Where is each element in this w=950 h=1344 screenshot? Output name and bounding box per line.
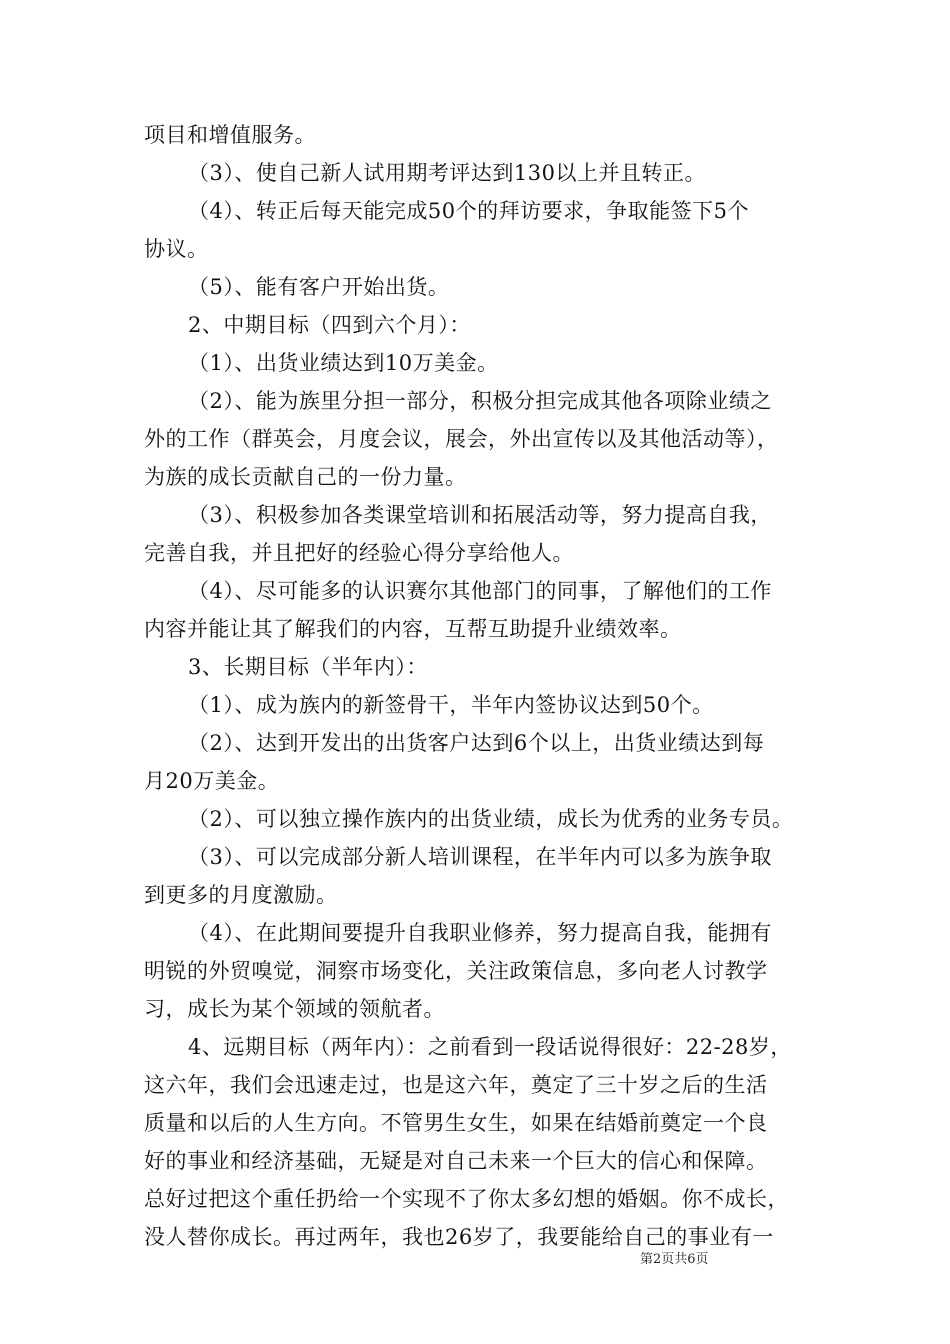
text-line: （1）、成为族内的新签骨干，半年内签协议达到50个。: [188, 693, 714, 717]
text-line: （4）、在此期间要提升自我职业修养，努力提高自我，能拥有: [188, 921, 772, 945]
text-line: 好的事业和经济基础，无疑是对自己未来一个巨大的信心和保障。: [144, 1149, 768, 1173]
text-line: 没人替你成长。再过两年，我也26岁了，我要能给自己的事业有一: [144, 1225, 774, 1249]
text-line: 到更多的月度激励。: [144, 883, 338, 907]
text-line: 内容并能让其了解我们的内容，互帮互助提升业绩效率。: [144, 617, 682, 641]
text-line: 外的工作（群英会，月度会议，展会，外出宣传以及其他活动等），: [144, 427, 779, 451]
text-line: （2）、可以独立操作族内的出货业绩，成长为优秀的业务专员。: [188, 807, 794, 831]
text-line: （5）、能有客户开始出货。: [188, 275, 450, 299]
text-line: 4、远期目标（两年内）：之前看到一段话说得很好：22-28岁，: [188, 1035, 792, 1059]
text-line: 明锐的外贸嗅觉，洞察市场变化，关注政策信息，多向老人讨教学: [144, 959, 768, 983]
text-line: 质量和以后的人生方向。不管男生女生，如果在结婚前奠定一个良: [144, 1111, 768, 1135]
text-line: （2）、达到开发出的出货客户达到6个以上，出货业绩达到每: [188, 731, 765, 755]
text-line: （2）、能为族里分担一部分，积极分担完成其他各项除业绩之: [188, 389, 772, 413]
text-line: （3）、使自己新人试用期考评达到130以上并且转正。: [188, 161, 706, 185]
text-line: 3、长期目标（半年内）：: [188, 655, 428, 679]
text-line: 项目和增值服务。: [144, 123, 316, 147]
text-line: 总好过把这个重任扔给一个实现不了你太多幻想的婚姻。你不成长，: [144, 1187, 789, 1211]
text-line: （4）、转正后每天能完成50个的拜访要求，争取能签下5个: [188, 199, 749, 223]
text-line: （3）、积极参加各类课堂培训和拓展活动等，努力提高自我，: [188, 503, 772, 527]
text-line: 完善自我，并且把好的经验心得分享给他人。: [144, 541, 574, 565]
text-line: 为族的成长贡献自己的一份力量。: [144, 465, 467, 489]
text-line: 习，成长为某个领域的领航者。: [144, 997, 445, 1021]
text-line: （4）、尽可能多的认识赛尔其他部门的同事，了解他们的工作: [188, 579, 772, 603]
text-line: （3）、可以完成部分新人培训课程，在半年内可以多为族争取: [188, 845, 772, 869]
text-line: 这六年，我们会迅速走过，也是这六年，奠定了三十岁之后的生活: [144, 1073, 768, 1097]
text-line: 月20万美金。: [144, 769, 280, 793]
page-number: 第2页共6页: [640, 1252, 709, 1267]
text-line: 协议。: [144, 237, 209, 261]
text-line: （1）、出货业绩达到10万美金。: [188, 351, 499, 375]
text-line: 2、中期目标（四到六个月）：: [188, 313, 471, 337]
document-body: [144, 116, 808, 1256]
